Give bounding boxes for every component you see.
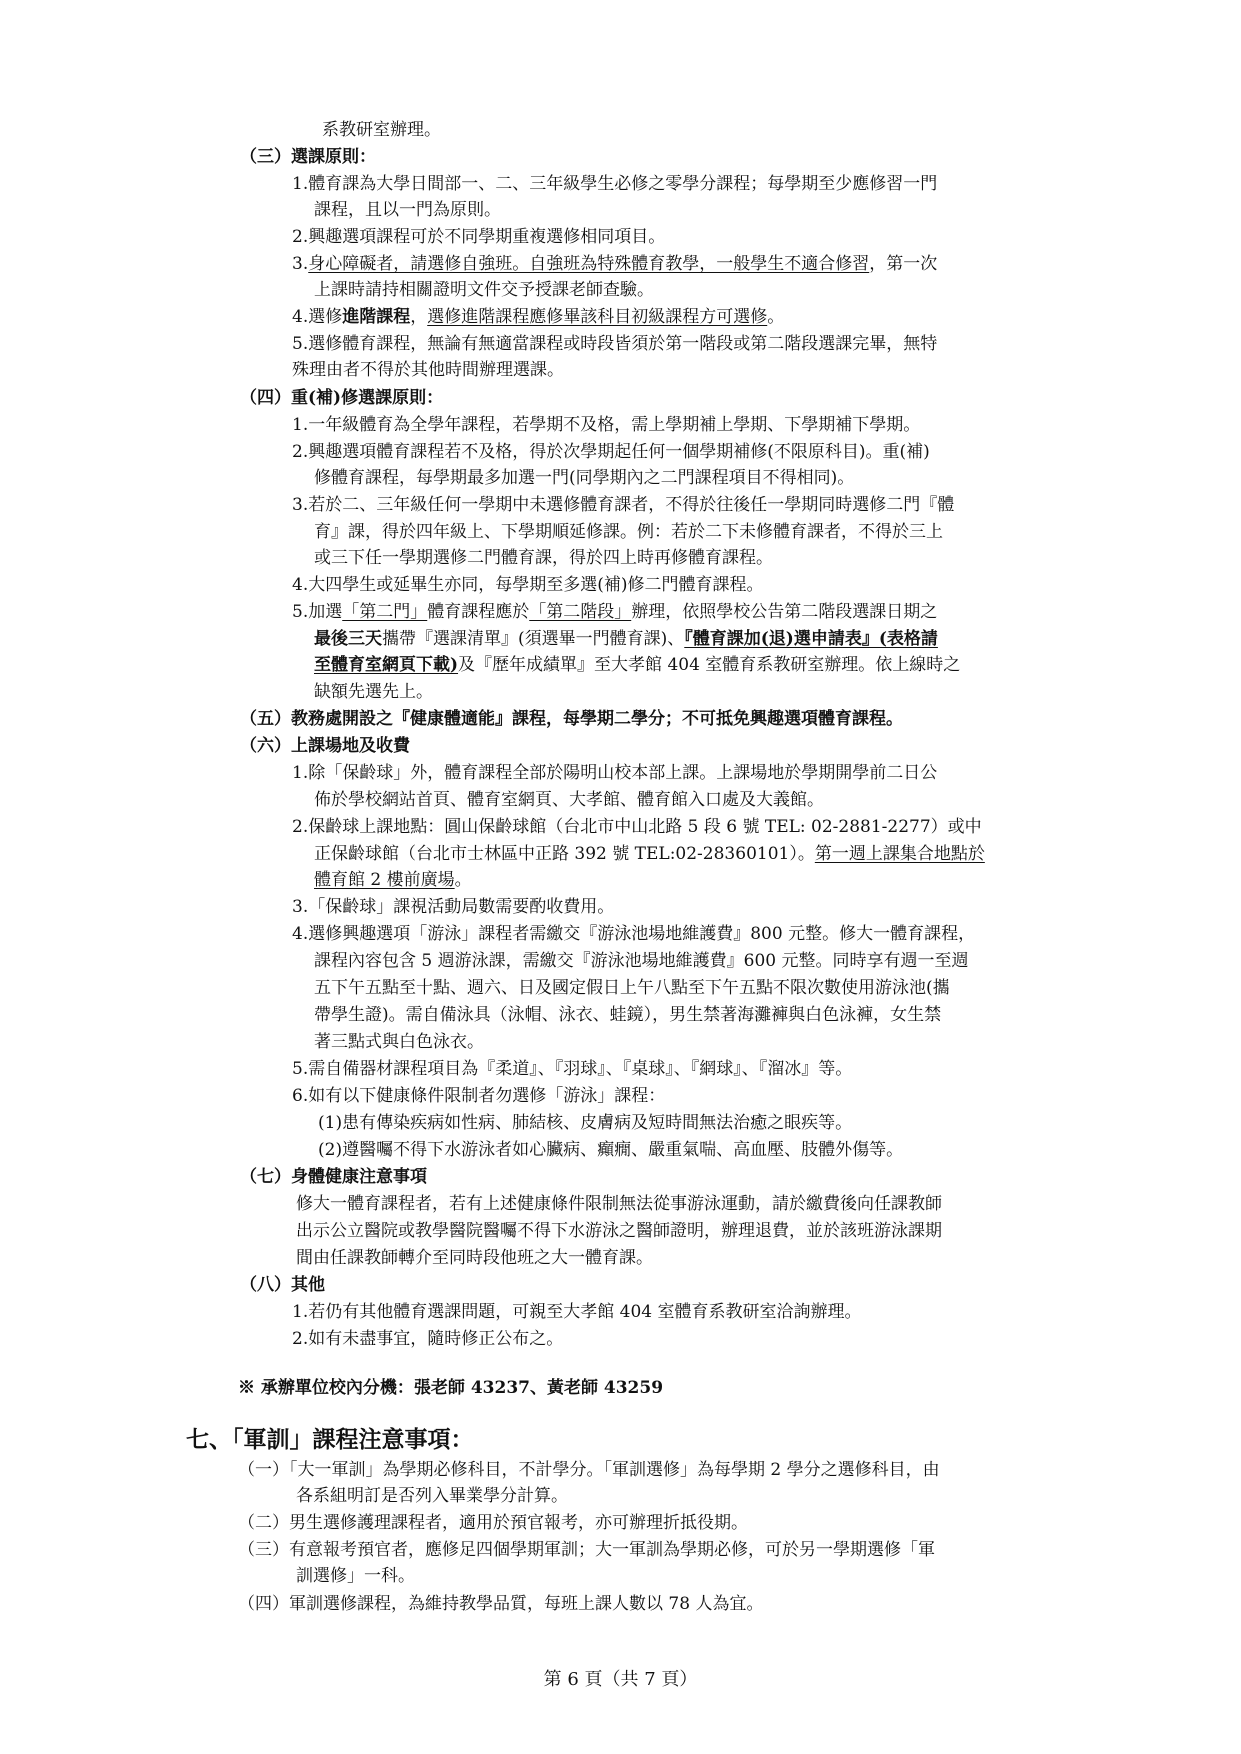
section-4-title: （四）重(補)修選課原則：	[240, 388, 444, 408]
s6-item-6: 6.如有以下健康條件限制者勿選修「游泳」課程：	[292, 1086, 666, 1106]
s4-item-3-line-3: 或三下任一學期選修二門體育課，得於四上時再修體育課程。	[314, 548, 773, 568]
s3-item-4-underlined: 選修進階課程應修畢該科目初級課程方可選修	[427, 307, 768, 327]
s3-item-3-rest: ，第一次	[869, 254, 938, 274]
s6-item-4-line-3: 五下午五點至十點、週六、日及國定假日上午八點至下午五點不限次數使用游泳池(攜	[314, 978, 950, 998]
s7-line-2: 出示公立醫院或教學醫院醫囑不得下水游泳之醫師證明，辦理退費，並於該班游泳課期	[296, 1221, 942, 1241]
s3-item-2: 2.興趣選項課程可於不同學期重複選修相同項目。	[292, 227, 666, 247]
s4-item-5-underlined-1: 「第二門」	[342, 602, 428, 622]
s6-item-2-line-2-a: 正保齡球館（台北市士林區中正路 392 號 TEL:02-28360101）。	[314, 844, 815, 864]
s4-item-5-line-1	[292, 600, 937, 624]
section-3-title: （三）選課原則：	[240, 147, 376, 167]
s4-item-5-c: 辦理，依照學校公告第二階段選課日期之	[631, 602, 938, 622]
s4-item-5-line-3-b: 及『歷年成績單』至大孝館 404 室體育系教研室辦理。依上線時之	[458, 655, 961, 675]
s3-item-3-line-1	[292, 252, 937, 276]
s6-item-1-line-2: 佈於學校網站首頁、體育室網頁、大孝館、體育館入口處及大義館。	[314, 790, 824, 810]
section-7-title: （七）身體健康注意事項	[240, 1167, 427, 1187]
s3-item-5-line-2: 殊理由者不得於其他時間辦理選課。	[292, 360, 564, 380]
continuation-text: 系教研室辦理。	[322, 120, 441, 140]
s3-item-1-line-2: 課程，且以一門為原則。	[314, 200, 501, 220]
s8-item-1: 1.若仍有其他體育選課問題，可親至大孝館 404 室體育系教研室洽詢辦理。	[292, 1302, 862, 1322]
military-item-4: （四）軍訓選修課程，為維持教學品質，每班上課人數以 78 人為宜。	[238, 1594, 764, 1614]
s4-item-4: 4.大四學生或延畢生亦同，每學期至多選(補)修二門體育課程。	[292, 575, 764, 595]
s6-item-2-meeting-place: 體育館 2 樓前廣場	[314, 870, 455, 890]
s4-item-5-b: 體育課程應於	[427, 602, 530, 622]
s4-item-5-line-3	[314, 653, 960, 677]
s3-item-4-bold: 進階課程	[342, 307, 411, 327]
s6-item-2-line-2	[314, 842, 985, 866]
s6-item-3: 3.「保齡球」課視活動局數需要酌收費用。	[292, 897, 615, 917]
s6-item-4-line-5: 著三點式與白色泳衣。	[314, 1032, 484, 1052]
s4-item-5-a: 5.加選	[292, 602, 343, 622]
s6-item-4-line-2: 課程內容包含 5 週游泳課，需繳交『游泳池場地維護費』600 元整。同時享有週一至週	[314, 951, 969, 971]
s6-item-2-line-3	[314, 868, 472, 892]
s3-item-4	[292, 305, 784, 329]
contact-extension-note: ※ 承辦單位校內分機：張老師 43237、黃老師 43259	[238, 1378, 664, 1398]
military-item-1-line-2: 各系組明訂是否列入畢業學分計算。	[296, 1486, 568, 1506]
military-item-2: （二）男生選修護理課程者，適用於預官報考，亦可辦理折抵役期。	[238, 1513, 748, 1533]
s6-item-2-line-1: 2.保齡球上課地點：圓山保齡球館（台北市中山北路 5 段 6 號 TEL: 02-2881-2277）或中	[292, 817, 982, 837]
s6-item-4-line-1: 4.選修興趣選項「游泳」課程者需繳交『游泳池場地維護費』800 元整。修大一體育課程，	[292, 924, 976, 944]
s4-item-2-line-2: 修體育課程，每學期最多加選一門(同學期內之二門課程項目不得相同)。	[314, 468, 855, 488]
s3-item-4-a: 4.選修	[292, 307, 343, 327]
s6-item-4-line-4: 帶學生證)。需自備泳具（泳帽、泳衣、蛙鏡），男生禁著海灘褲與白色泳褲，女生禁	[314, 1005, 942, 1025]
military-item-1-line-1: （一）「大一軍訓」為學期必修科目，不計學分。「軍訓選修」為每學期 2 學分之選修科目，由	[238, 1460, 940, 1480]
s4-item-5-underlined-2: 「第二階段」	[529, 602, 632, 622]
section-8-title: （八）其他	[240, 1275, 325, 1295]
s3-item-3-underlined: 身心障礙者，請選修自強班。自強班為特殊體育教學，一般學生不適合修習	[308, 254, 870, 274]
military-item-3-line-2: 訓選修」一科。	[296, 1566, 415, 1586]
s3-item-3-line-2: 上課時請持相關證明文件交予授課老師查驗。	[314, 280, 654, 300]
military-section-title: 七、「軍訓」課程注意事項：	[186, 1426, 474, 1453]
s7-line-3: 間由任課教師轉介至同時段他班之大一體育課。	[296, 1248, 653, 1268]
s4-item-5-line-4: 缺額先選先上。	[314, 682, 433, 702]
s3-item-4-c: ，	[410, 307, 428, 327]
s4-item-2-line-1: 2.興趣選項體育課程若不及格，得於次學期起任何一個學期補修(不限原科目)。重(補)	[292, 442, 930, 462]
s6-item-6-sub-1: (1)患有傳染疾病如性病、肺結核、皮膚病及短時間無法治癒之眼疾等。	[318, 1113, 853, 1133]
page-number-footer: 第 6 頁（共 7 頁）	[543, 1669, 698, 1690]
s3-item-5-line-1: 5.選修體育課程，無論有無適當課程或時段皆須於第一階段或第二階段選課完畢，無特	[292, 334, 938, 354]
s6-item-6-sub-2: (2)遵醫囑不得下水游泳者如心臟病、癲癇、嚴重氣喘、高血壓、肢體外傷等。	[318, 1140, 904, 1160]
section-5-title: （五）教務處開設之『健康體適能』課程，每學期二學分；不可抵免興趣選項體育課程。	[240, 709, 903, 729]
s3-item-4-d: 。	[767, 307, 785, 327]
s6-item-1-line-1: 1.除「保齡球」外，體育課程全部於陽明山校本部上課。上課場地於學期開學前二日公	[292, 763, 938, 783]
s6-item-2-line-3-end: 。	[454, 870, 472, 890]
s6-item-2-meeting-point: 第一週上課集合地點於	[814, 844, 985, 864]
s4-item-5-last-three-days: 最後三天	[314, 629, 382, 649]
s4-item-5-line-2-b: 攜帶『選課清單』(須選畢一門體育課)、	[382, 629, 685, 649]
military-item-3-line-1: （三）有意報考預官者，應修足四個學期軍訓；大一軍訓為學期必修，可於另一學期選修「軍	[238, 1540, 935, 1560]
s4-item-3-line-1: 3.若於二、三年級任何一學期中未選修體育課者，不得於往後任一學期同時選修二門『體	[292, 495, 955, 515]
s4-item-3-line-2: 育』課，得於四年級上、下學期順延修課。例：若於二下未修體育課者，不得於三上	[314, 522, 943, 542]
s7-line-1: 修大一體育課程者，若有上述健康條件限制無法從事游泳運動，請於繳費後向任課教師	[296, 1194, 942, 1214]
section-6-title: （六）上課場地及收費	[240, 736, 410, 756]
s3-item-3-number: 3.	[292, 254, 309, 274]
s4-item-5-download-note: 至體育室網頁下載)	[314, 655, 459, 675]
s4-item-1: 1.一年級體育為全學年課程，若學期不及格，需上學期補上學期、下學期補下學期。	[292, 415, 921, 435]
s4-item-5-form-name: 『體育課加(退)選申請表』(表格請	[684, 629, 938, 649]
s8-item-2: 2.如有未盡事宜，隨時修正公布之。	[292, 1329, 564, 1349]
s4-item-5-line-2	[314, 627, 938, 651]
s6-item-5: 5.需自備器材課程項目為『柔道』、『羽球』、『桌球』、『網球』、『溜冰』等。	[292, 1059, 853, 1079]
s3-item-1-line-1: 1.體育課為大學日間部一、二、三年級學生必修之零學分課程；每學期至少應修習一門	[292, 174, 938, 194]
